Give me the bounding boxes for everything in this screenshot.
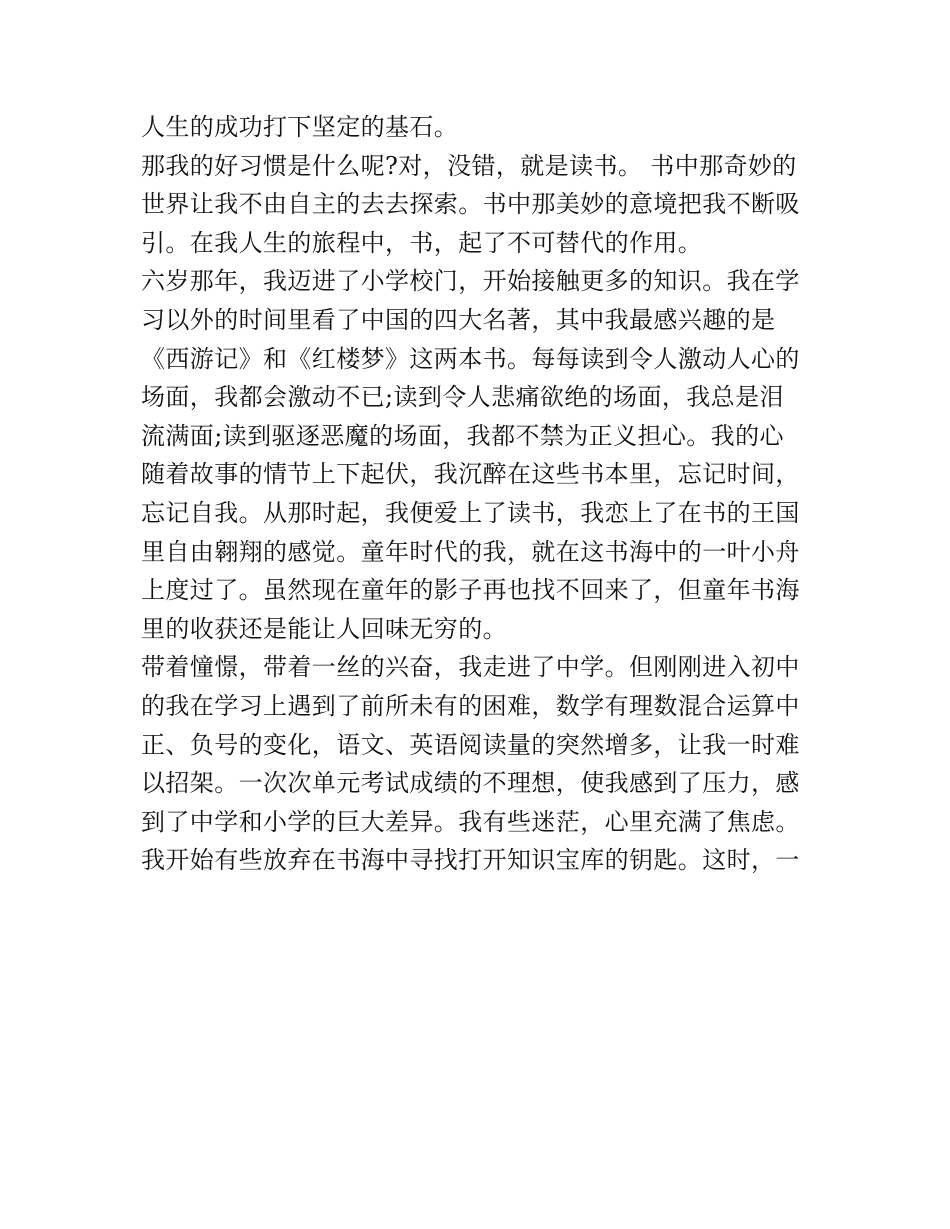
text-line: 的我在学习上遇到了前所未有的困难，数学有理数混合运算中 <box>141 691 800 720</box>
text-line: 到了中学和小学的巨大差异。我有些迷茫，心里充满了焦虑。 <box>141 807 800 836</box>
text-line: 世界让我不由自主的去去探索。书中那美妙的意境把我不断吸 <box>141 190 800 219</box>
text-line: 六岁那年，我迈进了小学校门，开始接触更多的知识。我在学 <box>141 267 800 296</box>
text-line: 随着故事的情节上下起伏，我沉醉在这些书本里，忘记时间， <box>141 460 800 489</box>
text-line: 里的收获还是能让人回味无穷的。 <box>141 614 507 643</box>
text-line: 流满面;读到驱逐恶魔的场面，我都不禁为正义担心。我的心 <box>141 421 784 450</box>
text-line: 忘记自我。从那时起，我便爱上了读书，我恋上了在书的王国 <box>141 498 800 527</box>
text-line: 那我的好习惯是什么呢?对，没错，就是读书。 书中那奇妙的 <box>141 151 797 180</box>
text-line: 带着憧憬，带着一丝的兴奋，我走进了中学。但刚刚进入初中 <box>141 653 800 682</box>
text-line: 习以外的时间里看了中国的四大名著，其中我最感兴趣的是 <box>141 305 776 334</box>
text-line: 引。在我人生的旅程中，书，起了不可替代的作用。 <box>141 228 703 257</box>
text-line: 我开始有些放弃在书海中寻找打开知识宝库的钥匙。这时，一 <box>141 846 800 875</box>
text-line: 《西游记》和《红楼梦》这两本书。每每读到令人激动人心的 <box>141 344 800 373</box>
text-line: 人生的成功打下坚定的基石。 <box>141 113 459 141</box>
text-line: 正、负号的变化，语文、英语阅读量的突然增多，让我一时难 <box>141 730 800 759</box>
text-line: 里自由翱翔的感觉。童年时代的我，就在这书海中的一叶小舟 <box>141 537 800 566</box>
text-line: 场面，我都会激动不已;读到令人悲痛欲绝的场面，我总是泪 <box>141 383 784 412</box>
body-text <box>141 108 821 880</box>
text-line: 以招架。一次次单元考试成绩的不理想，使我感到了压力，感 <box>141 769 800 798</box>
text-line: 上度过了。虽然现在童年的影子再也找不回来了，但童年书海 <box>141 576 800 605</box>
